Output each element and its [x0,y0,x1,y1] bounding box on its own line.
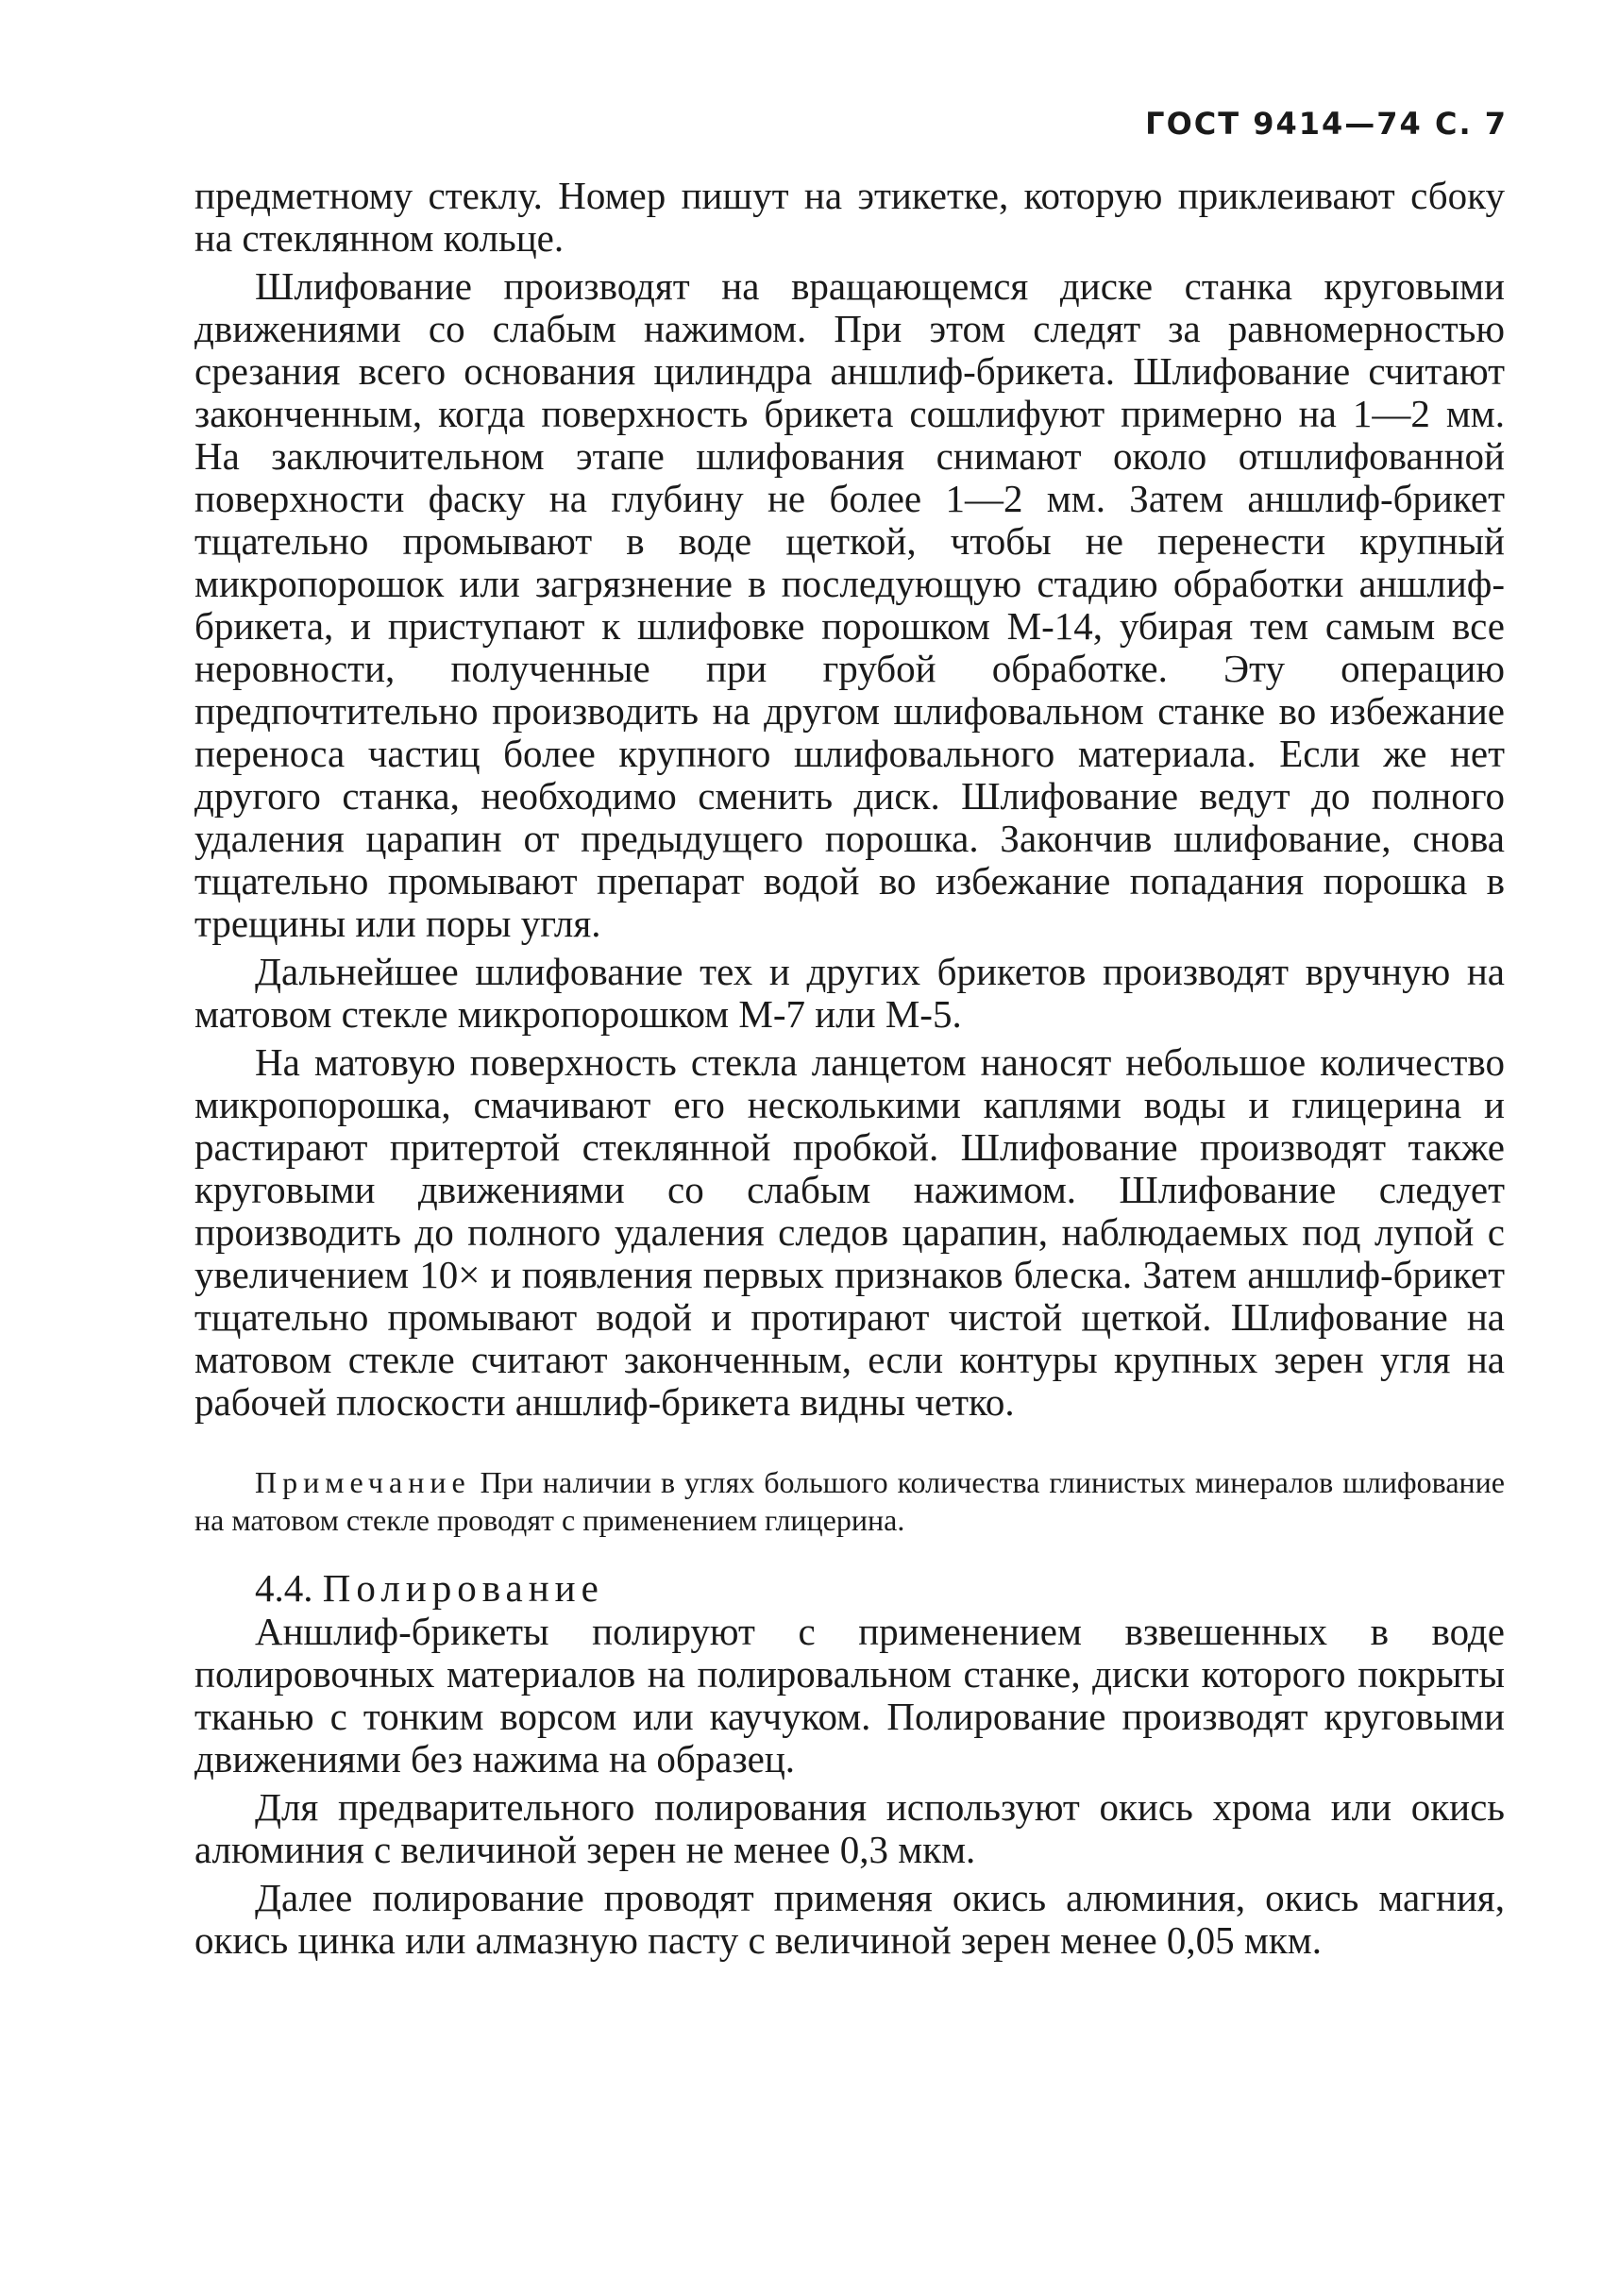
body-text [194,175,1505,1967]
paragraph-manual-grinding: Дальнейшее шлифование тех и других брикетов производят вручную на матовом стекле микропорошком М-7 или М-5. [194,950,1505,1036]
paragraph-matte-glass: На матовую поверхность стекла ланцетом наносят небольшое количество микропорошка, смачивают его несколькими каплями воды и глицерина и растирают притертой стеклянной пробкой. Шлифование производят также круговыми движениями со слабым нажимом. Шлифование следует производить до полного удаления следов царапин, наблюдаемых под лупой с увеличением 10× и появления первых признаков блеска. Затем аншлиф-брикет тщательно промывают водой и протирают чистой щеткой. Шлифование на матовом стекле считают законченным, если контуры крупных зерен угля на рабочей плоскости аншлиф-брикета видны четко. [194,1040,1505,1424]
section-number: 4.4. [255,1566,313,1610]
paragraph-continuation: предметному стеклу. Номер пишут на этикетке, которую приклеивают сбоку на стеклянном кольце. [194,174,1505,260]
paragraph-polishing: Аншлиф-брикеты полируют с применением взвешенных в воде полировочных материалов на полировальном станке, диски которого покрыты тканью с тонким ворсом или каучуком. Полирование производят круговыми движениями без нажима на образец. [194,1610,1505,1781]
note-text: При наличии в углях большого количества глинистых минералов шлифование на матовом стекле проводят с применением глицерина. [194,1465,1506,1537]
section-heading [194,1565,1505,1611]
running-head: ГОСТ 9414—74 С. 7 [1145,106,1508,142]
note [194,1463,1505,1539]
section-title: Полирование [322,1566,604,1610]
paragraph-grinding: Шлифование производят на вращающемся диске станка круговыми движениями со слабым нажимом. При этом следят за равномерностью срезания всего основания цилиндра аншлиф-брикета. Шлифование считают законченным, когда поверхность брикета сошлифуют примерно на 1—2 мм. На заключительном этапе шлифования снимают около отшлифованной поверхности фаску на глубину не более 1—2 мм. Затем аншлиф-брикет тщательно промывают в воде щеткой, чтобы не перенести крупный микропорошок или загрязнение в последующую стадию обработки аншлиф-брикета, и приступают к шлифовке порошком М-14, убирая тем самым все неровности, полученные при грубой обработке. Эту операцию предпочтительно производить на другом шлифовальном станке во избежание переноса частиц более крупного шлифовального материала. Если же нет другого станка, необходимо сменить диск. Шлифование ведут до полного удаления царапин от предыдущего порошка. Закончив шлифование, снова тщательно промывают препарат водой во избежание попадания порошка в трещины или поры угля. [194,264,1505,945]
note-label: Примечание [255,1465,471,1499]
paragraph-final-polishing: Далее полирование проводят применяя окись алюминия, окись магния, окись цинка или алмазную пасту с величиной зерен менее 0,05 мкм. [194,1876,1505,1962]
paragraph-pre-polishing: Для предварительного полирования используют окись хрома или окись алюминия с величиной зерен не менее 0,3 мкм. [194,1785,1505,1871]
